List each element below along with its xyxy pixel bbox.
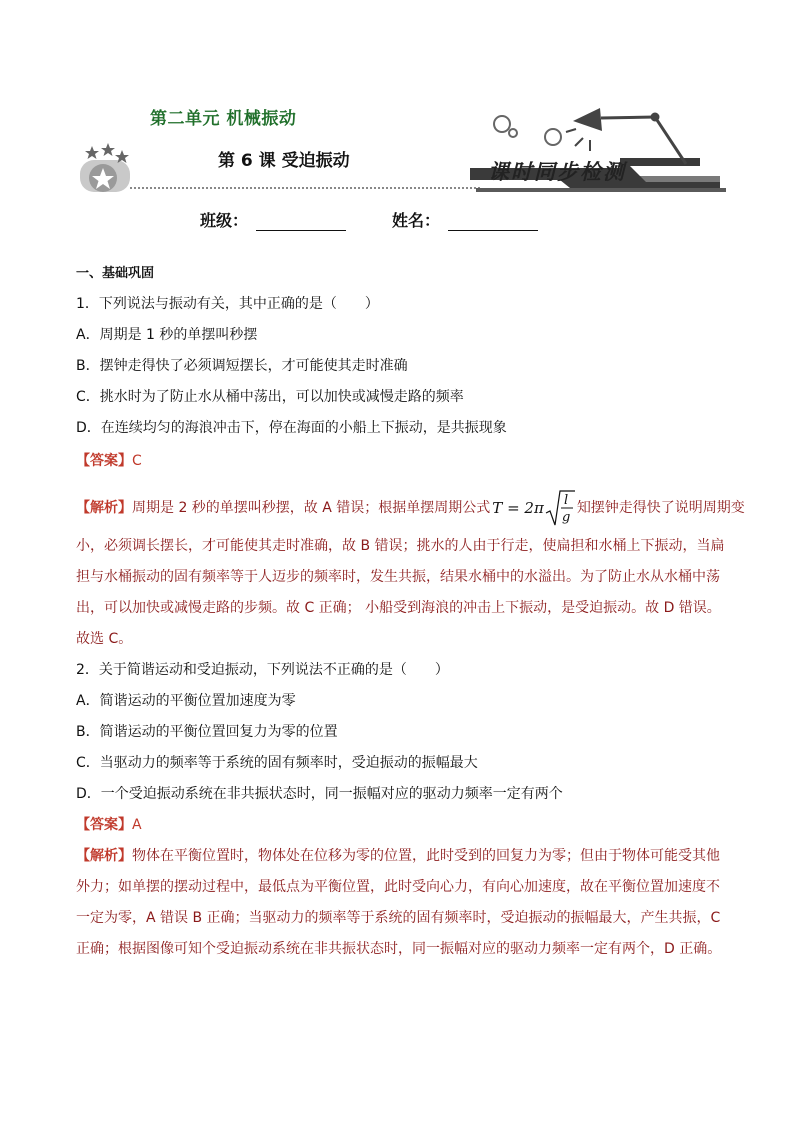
q1-analysis-pre: 周期是 2 秒的单摆叫秒摆，故 A 错误；根据单摆周期公式: [132, 499, 491, 516]
q2-option-b: B．简谐运动的平衡位置回复力为零的位置: [76, 724, 338, 740]
q1-analysis-tag: 【解析】: [76, 499, 132, 516]
sqrt-fraction: [545, 489, 575, 527]
q1-option-d: D．在连续均匀的海浪冲击下，停在海面的小船上下振动，是共振现象: [76, 420, 507, 436]
q2-analysis-text: 物体在平衡位置时，物体处在位移为零的位置，此时受到的回复力为零；但由于物体可能受其他: [132, 848, 720, 864]
q2-stem: 2．关于简谐运动和受迫振动，下列说法不正确的是（ ）: [76, 662, 449, 678]
header-decoration: [0, 0, 794, 200]
name-blank[interactable]: [448, 212, 538, 231]
q2-option-a: A．简谐运动的平衡位置加速度为零: [76, 693, 296, 709]
q1-answer-value: C: [132, 453, 142, 469]
q2-answer-value: A: [132, 817, 142, 833]
unit-title: 第二单元 机械振动: [150, 109, 297, 129]
q1-analysis-first: [76, 491, 745, 525]
lesson-title: 第 6 课 受迫振动: [218, 151, 350, 171]
q2-analysis-first: [76, 841, 726, 872]
formula-lhs: T = 2π: [492, 498, 544, 517]
class-blank[interactable]: [256, 212, 346, 231]
section-title: 一、基础巩固: [76, 266, 155, 281]
q1-answer-tag: 【答案】: [76, 453, 132, 469]
q1-option-a: A．周期是 1 秒的单摆叫秒摆: [76, 327, 258, 343]
q1-analysis-line: 故选 C。: [76, 631, 133, 647]
q1-analysis-line: 小，必须调长摆长，才可能使其走时准确，故 B 错误；挑水的人由于行走，使扁担和水桶上下振动，当扁: [76, 538, 725, 554]
star-badge-icon: [80, 143, 130, 192]
q2-analysis-line: 正确；根据图像可知个受迫振动系统在非共振状态时，同一振幅对应的驱动力频率一定有两个，D 正确。: [76, 941, 722, 957]
q1-stem: 1．下列说法与振动有关，其中正确的是（ ）: [76, 296, 379, 312]
q2-analysis-line: 外力；如单摆的摆动过程中，最低点为平衡位置，此时受向心力，有向心加速度，故在平衡位置加速度不: [76, 879, 720, 895]
q1-analysis-line: 担与水桶振动的固有频率等于人迈步的频率时，发生共振，结果水桶中的水溢出。为了防止水从水桶中荡: [76, 569, 720, 585]
page-header: [0, 0, 794, 200]
bubble-icon: [494, 116, 561, 145]
q2-analysis-tag: 【解析】: [76, 848, 132, 864]
q2-answer: [76, 810, 726, 841]
q1-answer: [76, 446, 726, 477]
class-label: 班级：: [200, 211, 249, 230]
q1-option-b: B．摆钟走得快了必须调短摆长，才可能使其走时准确: [76, 358, 408, 374]
name-label: 姓名：: [392, 211, 441, 230]
q2-answer-tag: 【答案】: [76, 817, 132, 833]
class-field: [200, 208, 346, 231]
q2-option-c: C．当驱动力的频率等于系统的固有频率时，受迫振动的振幅最大: [76, 755, 478, 771]
question-content: [76, 258, 745, 965]
q1-analysis-post: 知摆钟走得快了说明周期变: [576, 499, 745, 516]
formula-numerator: l: [563, 493, 568, 508]
q1-analysis-line: 出，可以加快或减慢走路的步频。故 C 正确； 小船受到海浪的冲击上下振动，是受迫振动。故 D 错误。: [76, 600, 721, 616]
student-info-fields: [200, 208, 620, 236]
name-field: [392, 208, 538, 231]
pendulum-period-formula: [492, 489, 575, 527]
q1-option-c: C．挑水时为了防止水从桶中荡出，可以加快或减慢走路的频率: [76, 389, 464, 405]
formula-denominator: g: [561, 510, 571, 525]
q2-option-d: D．一个受迫振动系统在非共振状态时，同一振幅对应的驱动力频率一定有两个: [76, 786, 563, 802]
q2-analysis-line: 一定为零，A 错误 B 正确；当驱动力的频率等于系统的固有频率时，受迫振动的振幅最大，产生共振，C: [76, 910, 721, 926]
badge-title: 课时同步检测: [488, 160, 626, 184]
